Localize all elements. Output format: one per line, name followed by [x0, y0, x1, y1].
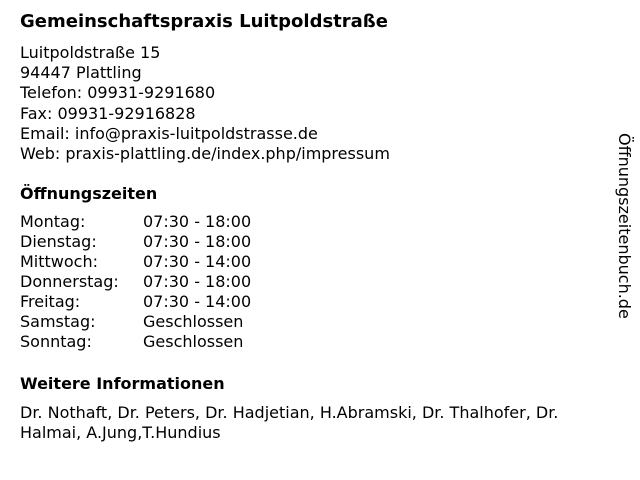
day-label: Mittwoch: — [20, 252, 98, 271]
contact-web: Web: praxis-plattling.de/index.php/impressum — [20, 144, 390, 164]
day-label: Montag: — [20, 212, 86, 231]
day-label: Samstag: — [20, 312, 96, 331]
contact-block — [20, 43, 390, 164]
day-label: Freitag: — [20, 292, 81, 311]
day-label: Donnerstag: — [20, 272, 119, 291]
time-value: 07:30 - 18:00 — [143, 272, 252, 291]
page-title: Gemeinschaftspraxis Luitpoldstraße — [20, 11, 388, 32]
site-watermark-label: Öffnungszeitenbuch.de — [615, 133, 634, 319]
day-label: Sonntag: — [20, 332, 92, 351]
contact-email: Email: info@praxis-luitpoldstrasse.de — [20, 123, 318, 143]
time-value: Geschlossen — [143, 312, 244, 331]
time-value: 07:30 - 14:00 — [143, 252, 252, 271]
time-value: Geschlossen — [143, 332, 244, 351]
further-info-heading: Weitere Informationen — [20, 374, 225, 393]
contact-phone: Telefon: 09931-9291680 — [20, 83, 216, 103]
time-value: 07:30 - 18:00 — [143, 212, 252, 231]
time-value: 07:30 - 18:00 — [143, 232, 252, 251]
further-info-text: Dr. Nothaft, Dr. Peters, Dr. Hadjetian, H.Abramski, Dr. Thalhofer, Dr. Halmai, A.Jung,T.Hundius — [20, 403, 559, 442]
day-label: Dienstag: — [20, 232, 97, 251]
contact-street: Luitpoldstraße 15 — [20, 43, 161, 62]
opening-hours-heading: Öffnungszeiten — [20, 184, 158, 203]
contact-fax: Fax: 09931-92916828 — [20, 103, 196, 123]
contact-city: 94447 Plattling — [20, 63, 142, 83]
time-value: 07:30 - 14:00 — [143, 292, 252, 311]
